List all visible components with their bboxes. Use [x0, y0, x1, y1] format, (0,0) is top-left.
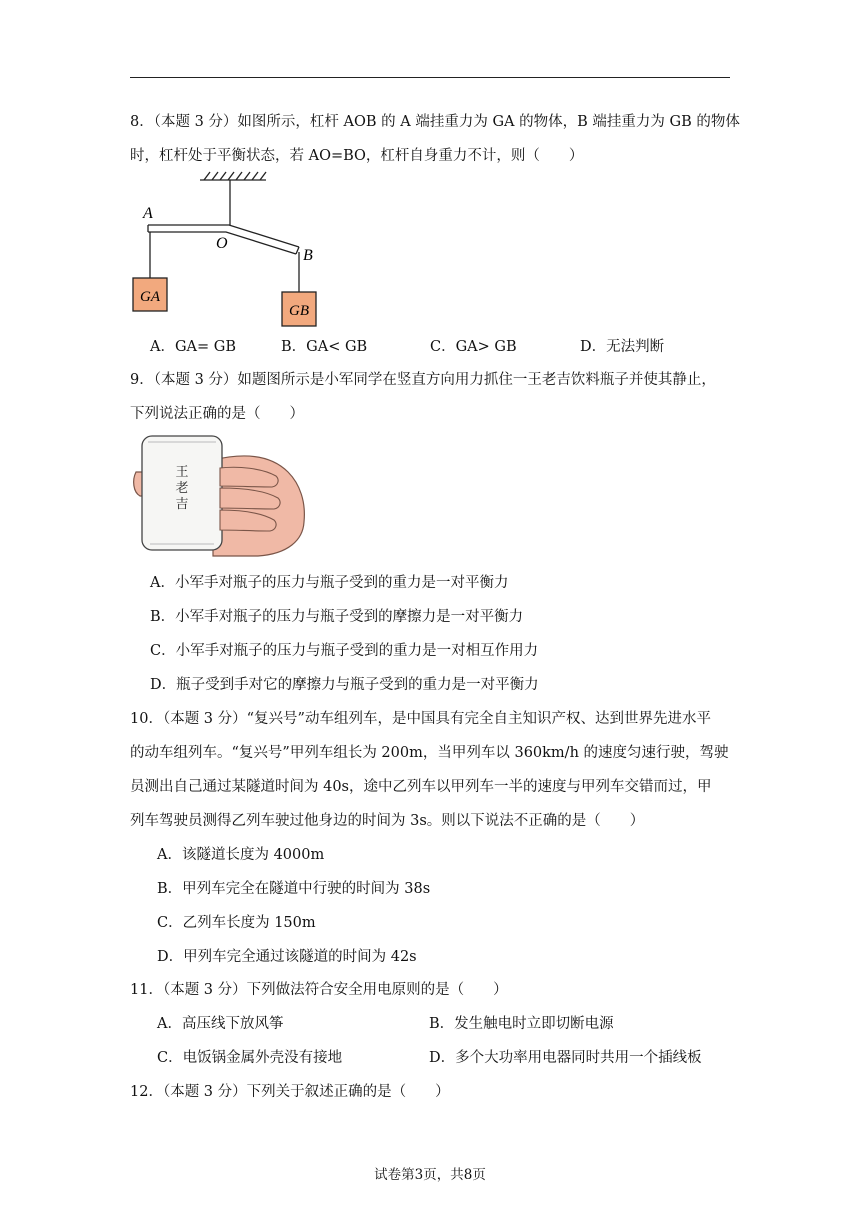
can-text-2: 老	[175, 481, 189, 496]
label-b: B	[303, 247, 313, 264]
q10-stem-line3: 员测出自己通过某隧道时间为 40s，途中乙列车以甲列车一半的速度与甲列车交错而过，甲	[130, 779, 712, 795]
q9-option-b: B．小军手对瓶子的压力与瓶子受到的摩擦力是一对平衡力	[150, 609, 524, 625]
header-rule	[130, 77, 730, 78]
q9-option-c: C．小军手对瓶子的压力与瓶子受到的重力是一对相互作用力	[150, 643, 539, 659]
q10-option-b: B．甲列车完全在隧道中行驶的时间为 38s	[157, 881, 431, 897]
q9-option-a: A．小军手对瓶子的压力与瓶子受到的重力是一对平衡力	[150, 575, 509, 591]
q9-stem-line2: 下列说法正确的是（ ）	[130, 406, 304, 422]
q10-option-a: A．该隧道长度为 4000m	[157, 847, 325, 863]
q9-stem-line1: 9．（本题 3 分）如题图所示是小军同学在竖直方向用力抓住一王老吉饮料瓶子并使其静止，	[130, 372, 716, 388]
q10-stem-line4: 列车驾驶员测得乙列车驶过他身边的时间为 3s。则以下说法不正确的是（ ）	[130, 813, 645, 829]
q8-stem-line2: 时，杠杆处于平衡状态，若 AO=BO，杠杆自身重力不计，则（ ）	[130, 148, 584, 164]
weight-label-a: GA	[140, 289, 160, 305]
label-o: O	[216, 235, 228, 252]
q8-option-b: B．GA< GB	[281, 339, 368, 355]
page-footer: 试卷第3页，共8页	[374, 1167, 486, 1183]
can-text-3: 吉	[175, 497, 189, 512]
q8-option-a: A．GA= GB	[150, 339, 237, 355]
can-text-1: 王	[175, 465, 189, 480]
q10-stem-line1: 10．（本题 3 分）“复兴号”动车组列车，是中国具有完全自主知识产权、达到世界先进水平	[130, 711, 711, 727]
lever-figure	[128, 168, 328, 330]
hand-holding-can-figure	[128, 432, 310, 560]
q11-option-b: B．发生触电时立即切断电源	[429, 1016, 614, 1032]
ceiling-support	[200, 172, 266, 225]
q11-option-a: A．高压线下放风筝	[157, 1016, 284, 1032]
q10-stem-line2: 的动车组列车。“复兴号”甲列车组长为 200m，当甲列车以 360km/h 的速度匀速行驶，驾驶	[130, 745, 729, 761]
weight-label-b: GB	[289, 303, 309, 319]
label-a: A	[143, 205, 153, 222]
q11-stem: 11．（本题 3 分）下列做法符合安全用电原则的是（ ）	[130, 982, 508, 998]
q10-option-d: D．甲列车完全通过该隧道的时间为 42s	[157, 949, 417, 965]
q8-stem-line1: 8．（本题 3 分）如图所示，杠杆 AOB 的 A 端挂重力为 GA 的物体，B 端挂重力为 GB 的物体	[130, 114, 740, 130]
q12-stem: 12．（本题 3 分）下列关于叙述正确的是（ ）	[130, 1084, 450, 1100]
q11-option-d: D．多个大功率用电器同时共用一个插线板	[429, 1050, 702, 1066]
q8-option-c: C．GA> GB	[430, 339, 517, 355]
q9-option-d: D．瓶子受到手对它的摩擦力与瓶子受到的重力是一对平衡力	[150, 677, 539, 693]
q10-option-c: C．乙列车长度为 150m	[157, 915, 316, 931]
q8-option-d: D．无法判断	[580, 339, 665, 355]
fingers	[220, 467, 280, 531]
q11-option-c: C．电饭锅金属外壳没有接地	[157, 1050, 343, 1066]
